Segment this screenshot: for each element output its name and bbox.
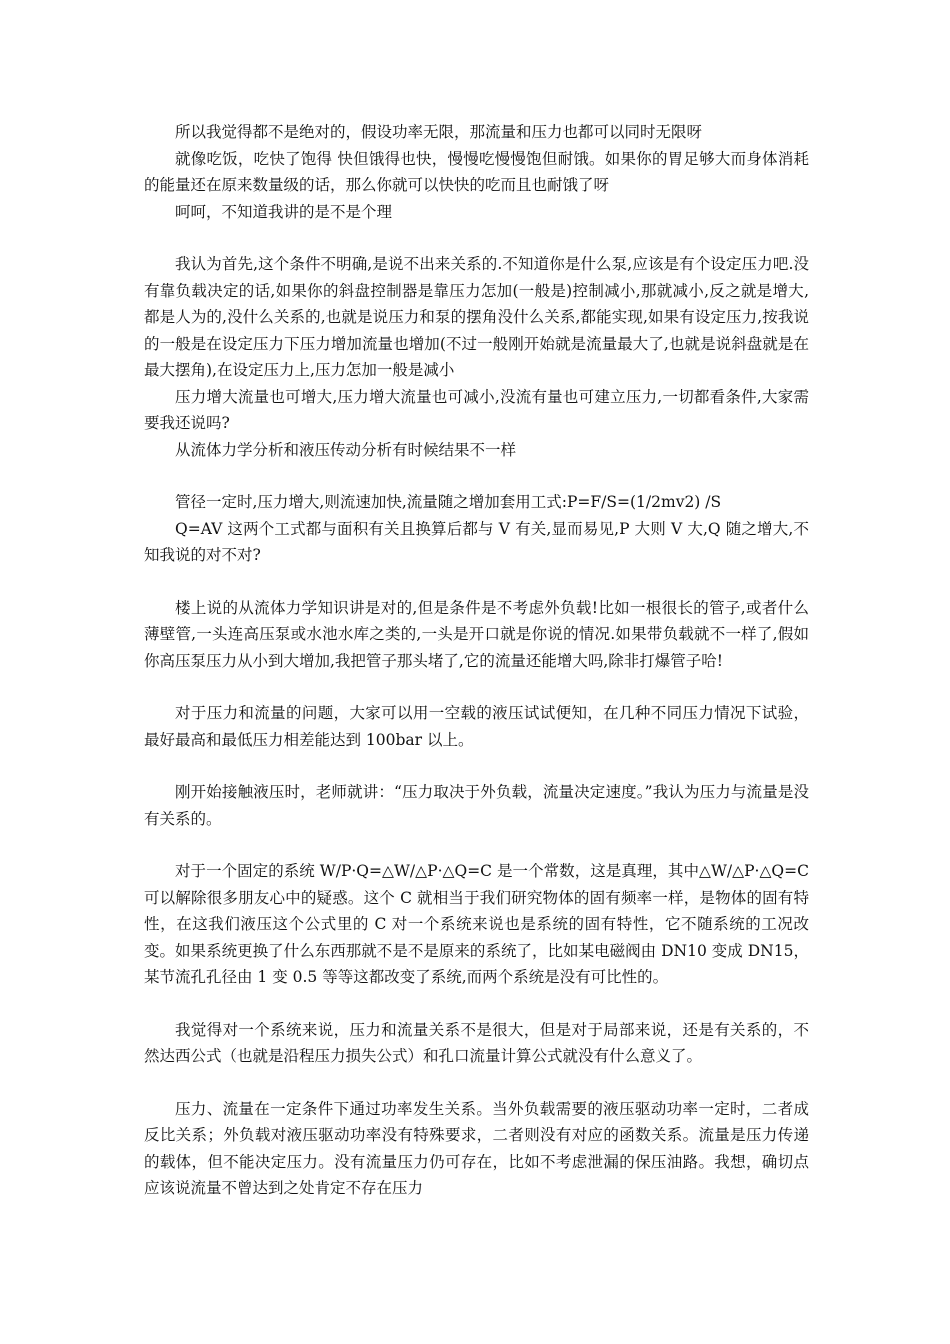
paragraph: Q=AV 这两个工式都与面积有关且换算后都与 V 有关,显而易见,P 大则 V 大,Q 随之增大,不知我说的对不对? bbox=[144, 519, 809, 564]
paragraph-gap bbox=[144, 753, 809, 779]
paragraph-gap bbox=[144, 225, 809, 251]
paragraph-gap bbox=[144, 674, 809, 700]
paragraph: 压力、流量在一定条件下通过功率发生关系。当外负载需要的液压驱动功率一定时，二者成反比关系；外负载对液压驱动功率没有特殊要求，二者则没有对应的函数关系。流量是压力传递的载体，但不能决定压力。没有流量压力仍可存在，比如不考虑泄漏的保压油路。我想，确切点应该说流量不曾达到之处肯定不存在压力 bbox=[144, 1099, 809, 1197]
paragraph: 管径一定时,压力增大,则流速加快,流量随之增加套用工式:P=F/S=(1/2mv2) /S bbox=[175, 493, 722, 511]
paragraph: 从流体力学分析和液压传动分析有时候结果不一样 bbox=[175, 440, 517, 459]
paragraph: 我觉得对一个系统来说，压力和流量关系不是很大，但是对于局部来说，还是有关系的，不然达西公式（也就是沿程压力损失公式）和孔口流量计算公式就没有什么意义了。 bbox=[144, 1020, 809, 1065]
paragraph: 刚开始接触液压时，老师就讲：“压力取决于外负载，流量决定速度。”我认为压力与流量是没有关系的。 bbox=[144, 783, 809, 828]
paragraph: 我认为首先,这个条件不明确,是说不出来关系的.不知道你是什么泵,应该是有个设定压力吧.没有靠负载决定的话,如果你的斜盘控制器是靠压力怎加(一般是)控制减小,那就减小,反之就是增大,都是人为的,没什么关系的,也就是说压力和泵的摆角没什么关系,都能实现,如果有设定压力,按我说的一般是在设定压力下压力增加流量也增加(不过一般刚开始就是流量最大了,也就是说斜盘就是在最大摆角),在设定压力上,压力怎加一般是减小 bbox=[144, 255, 809, 379]
document-page bbox=[144, 119, 809, 1202]
paragraph: 呵呵，不知道我讲的是不是个理 bbox=[175, 202, 393, 221]
paragraph-gap bbox=[144, 569, 809, 595]
paragraph-gap bbox=[144, 1070, 809, 1096]
paragraph-gap bbox=[144, 832, 809, 858]
paragraph: 压力增大流量也可增大,压力增大流量也可减小,没流有量也可建立压力,一切都看条件,大家需要我还说吗? bbox=[144, 387, 809, 432]
paragraph: 所以我觉得都不是绝对的，假设功率无限，那流量和压力也都可以同时无限呀 bbox=[175, 123, 703, 141]
paragraph: 对于一个固定的系统 W/P·Q=△W/△P·△Q=C 是一个常数，这是真理，其中△W/△P·△Q=C 可以解除很多朋友心中的疑惑。这个 C 就相当于我们研究物体的固有频率一样，是物体的固有特性，在这我们液压这个公式里的 C 对一个系统来说也是系统的固有特性，它不随系统的工况改变。如果系统更换了什么东西那就不是不是原来的系统了，比如某电磁阀由 DN10 变成 DN15，某节流孔孔径由 1 变 0.5 等等这都改变了系统,而两个系统是没有可比性的。 bbox=[144, 862, 809, 986]
paragraph: 对于压力和流量的问题，大家可以用一空载的液压试试便知，在几种不同压力情况下试验，最好最高和最低压力相差能达到 100bar 以上。 bbox=[144, 704, 809, 749]
paragraph-gap bbox=[144, 991, 809, 1017]
paragraph-gap bbox=[144, 463, 809, 489]
paragraph: 就像吃饭，吃快了饱得 快但饿得也快，慢慢吃慢慢饱但耐饿。如果你的胃足够大而身体消耗的能量还在原来数量级的话，那么你就可以快快的吃而且也耐饿了呀 bbox=[144, 149, 809, 194]
paragraph: 楼上说的从流体力学知识讲是对的,但是条件是不考虑外负载!比如一根很长的管子,或者什么薄壁管,一头连高压泵或水池水库之类的,一头是开口就是你说的情况.如果带负载就不一样了,假如你高压泵压力从小到大增加,我把管子那头堵了,它的流量还能增大吗,除非打爆管子哈! bbox=[144, 598, 809, 670]
